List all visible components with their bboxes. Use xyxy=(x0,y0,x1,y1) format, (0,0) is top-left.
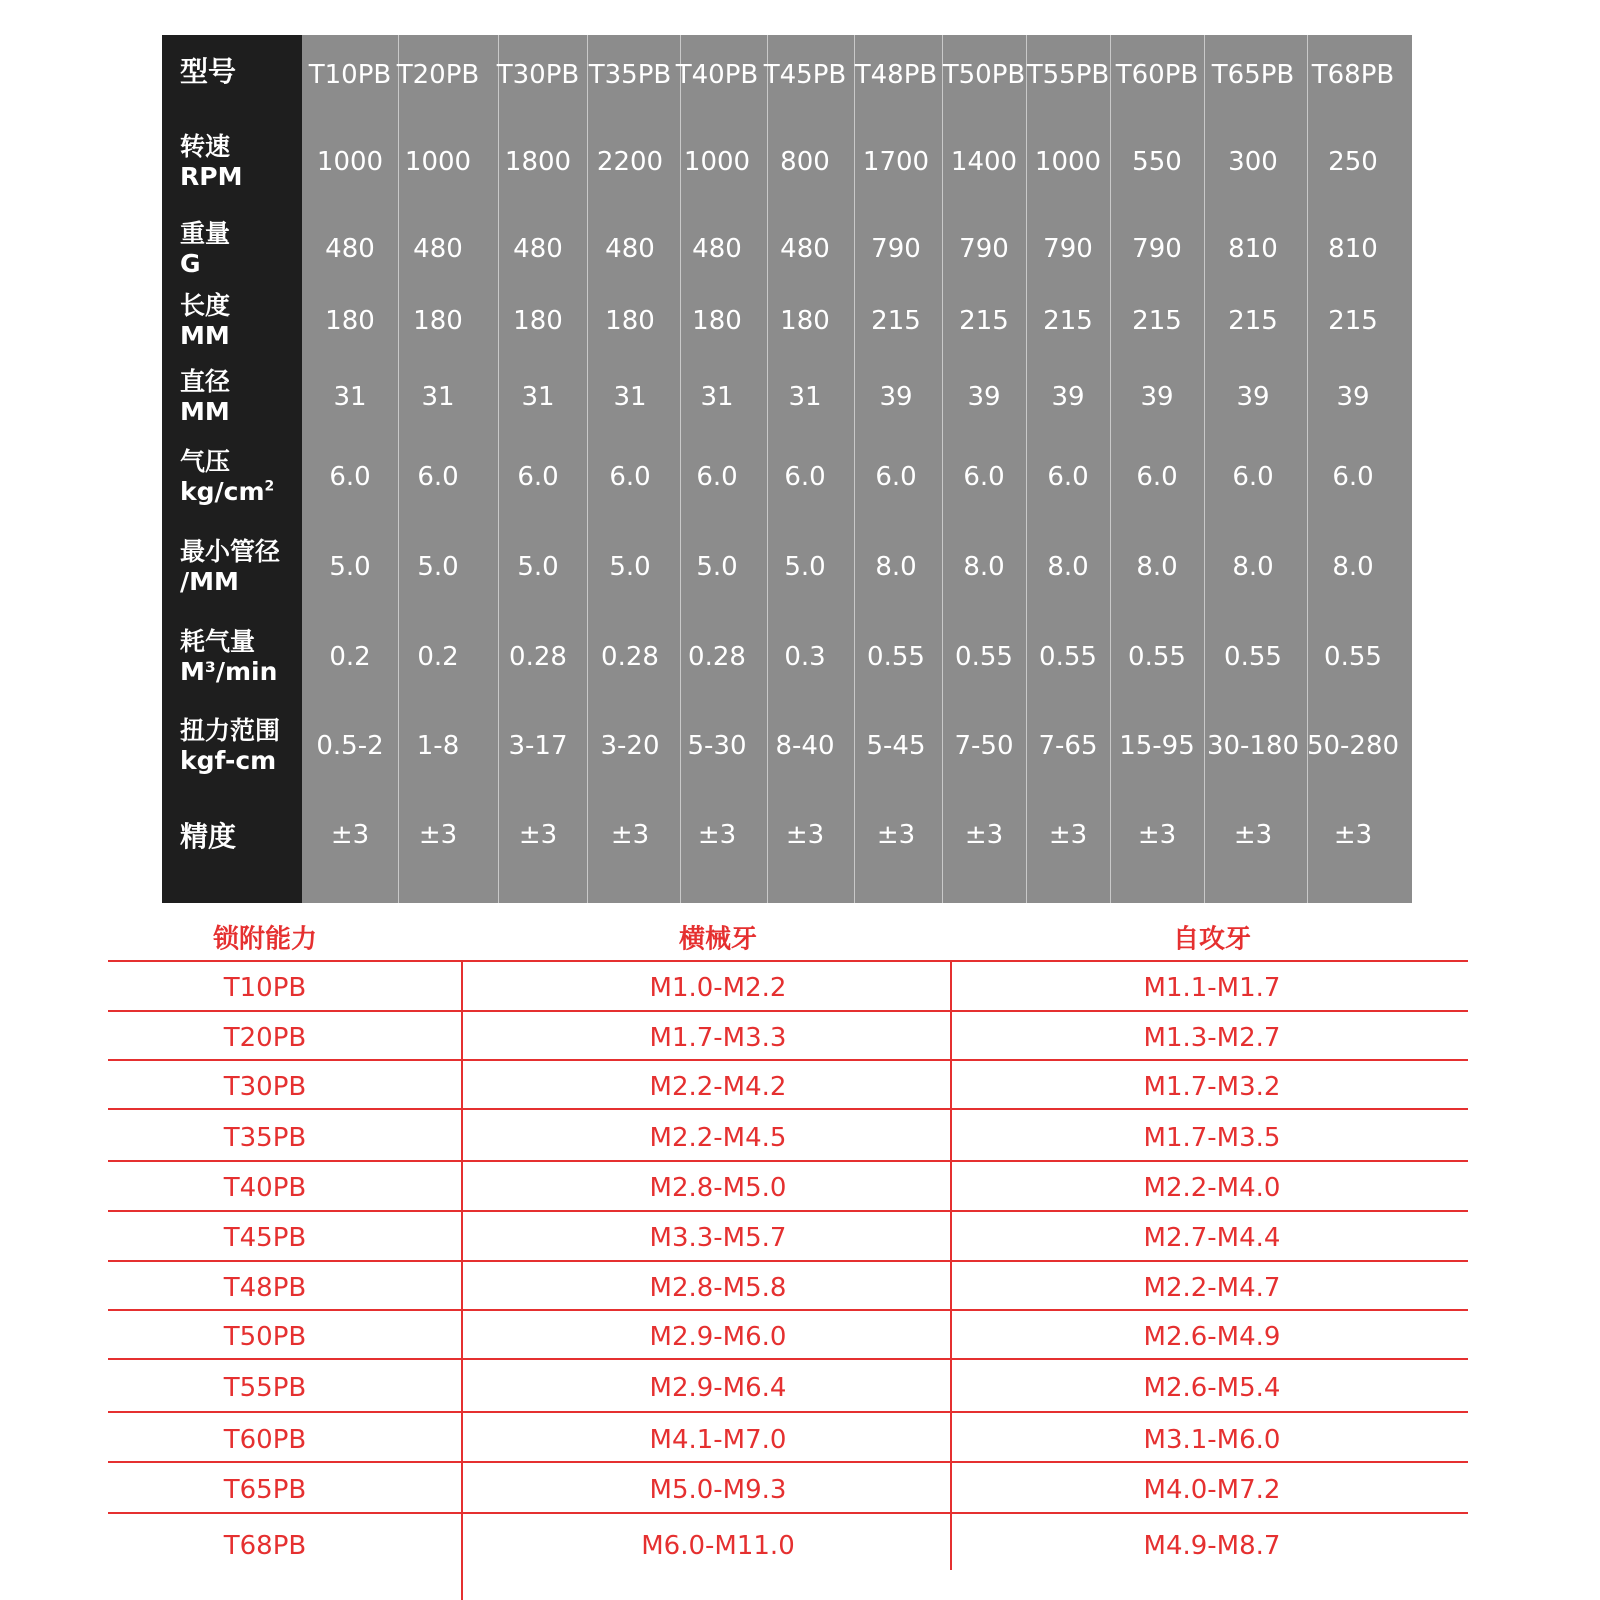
spec-cell: 790 xyxy=(1043,234,1093,264)
spec-cell: 180 xyxy=(605,306,655,336)
lock-model-cell: T55PB xyxy=(223,1373,307,1403)
lock-range-cell: M2.9-M6.4 xyxy=(649,1373,787,1403)
spec-cell: 250 xyxy=(1328,147,1378,177)
spec-cell: 0.28 xyxy=(509,642,567,672)
spec-cell: 3-17 xyxy=(508,731,568,761)
spec-cell: 31 xyxy=(333,382,367,412)
spec-cell: 31 xyxy=(788,382,822,412)
spec-column-divider xyxy=(1204,35,1205,903)
spec-row-label: 长度 MM xyxy=(180,291,231,350)
lock-header: 自攻牙 xyxy=(1172,924,1252,955)
spec-cell: 31 xyxy=(521,382,555,412)
spec-cell: 39 xyxy=(1336,382,1370,412)
lock-model-cell: T65PB xyxy=(223,1475,307,1505)
spec-model-header: T65PB xyxy=(1211,60,1295,90)
spec-cell: 1700 xyxy=(862,147,930,177)
spec-column-divider xyxy=(680,35,681,903)
spec-cell: 6.0 xyxy=(696,462,738,492)
spec-header-label: 型号 xyxy=(180,55,237,88)
lock-range-cell: M2.9-M6.0 xyxy=(649,1322,787,1352)
lock-model-cell: T30PB xyxy=(223,1072,307,1102)
spec-cell: 215 xyxy=(1328,306,1378,336)
spec-cell: 39 xyxy=(967,382,1001,412)
spec-cell: 800 xyxy=(780,147,830,177)
spec-column-divider xyxy=(587,35,588,903)
lock-range-cell: M4.1-M7.0 xyxy=(649,1425,787,1455)
spec-cell: 0.55 xyxy=(955,642,1013,672)
spec-cell: 790 xyxy=(959,234,1009,264)
spec-model-header: T30PB xyxy=(496,60,580,90)
spec-row-label: 最小管径 /MM xyxy=(180,537,281,596)
spec-cell: 39 xyxy=(879,382,913,412)
lock-row-divider xyxy=(108,1108,1468,1110)
spec-cell: 5.0 xyxy=(329,552,371,582)
spec-cell: ±3 xyxy=(1048,820,1088,850)
lock-model-cell: T35PB xyxy=(223,1123,307,1153)
spec-cell: 0.2 xyxy=(417,642,459,672)
spec-cell: 0.28 xyxy=(688,642,746,672)
spec-cell: ±3 xyxy=(876,820,916,850)
lock-row-divider xyxy=(108,1210,1468,1212)
spec-row-label: 直径 MM xyxy=(180,367,231,426)
spec-cell: 39 xyxy=(1140,382,1174,412)
spec-cell: 6.0 xyxy=(417,462,459,492)
lock-range-cell: M2.6-M5.4 xyxy=(1143,1373,1281,1403)
spec-cell: 6.0 xyxy=(1136,462,1178,492)
spec-cell: 3-20 xyxy=(600,731,660,761)
lock-header: 锁附能力 xyxy=(212,924,318,955)
spec-cell: 1-8 xyxy=(416,731,460,761)
lock-range-cell: M4.0-M7.2 xyxy=(1143,1475,1281,1505)
spec-cell: 0.28 xyxy=(601,642,659,672)
spec-cell: 0.55 xyxy=(1128,642,1186,672)
spec-cell: 7-65 xyxy=(1038,731,1098,761)
spec-column-divider xyxy=(854,35,855,903)
spec-column-divider xyxy=(1026,35,1027,903)
spec-model-header: T10PB xyxy=(308,60,392,90)
spec-row-label: 精度 xyxy=(180,820,237,853)
lock-row-divider xyxy=(108,1411,1468,1413)
spec-cell: 8.0 xyxy=(1047,552,1089,582)
spec-model-header: T48PB xyxy=(854,60,938,90)
lock-range-cell: M6.0-M11.0 xyxy=(641,1531,795,1561)
spec-cell: 180 xyxy=(325,306,375,336)
spec-cell: 39 xyxy=(1236,382,1270,412)
spec-cell: 6.0 xyxy=(875,462,917,492)
spec-model-header: T60PB xyxy=(1115,60,1199,90)
spec-cell: 31 xyxy=(421,382,455,412)
spec-cell: 180 xyxy=(513,306,563,336)
spec-model-header: T50PB xyxy=(942,60,1026,90)
spec-cell: 180 xyxy=(413,306,463,336)
spec-cell: 5.0 xyxy=(784,552,826,582)
spec-cell: 5.0 xyxy=(696,552,738,582)
spec-cell: 5-45 xyxy=(866,731,926,761)
spec-cell: 8.0 xyxy=(1232,552,1274,582)
spec-model-header: T55PB xyxy=(1026,60,1110,90)
spec-model-header: T20PB xyxy=(396,60,480,90)
lock-range-cell: M4.9-M8.7 xyxy=(1143,1531,1281,1561)
lock-range-cell: M1.1-M1.7 xyxy=(1143,973,1281,1003)
spec-cell: 31 xyxy=(700,382,734,412)
spec-cell: 1800 xyxy=(504,147,572,177)
spec-row-label: 气压 $kg/cm^2$ xyxy=(180,447,275,506)
spec-cell: 480 xyxy=(605,234,655,264)
lock-row-divider xyxy=(108,1010,1468,1012)
spec-cell: ±3 xyxy=(785,820,825,850)
lock-range-cell: M3.1-M6.0 xyxy=(1143,1425,1281,1455)
spec-cell: 0.55 xyxy=(1224,642,1282,672)
lock-range-cell: M2.2-M4.5 xyxy=(649,1123,787,1153)
spec-cell: 215 xyxy=(1132,306,1182,336)
lock-model-cell: T10PB xyxy=(223,973,307,1003)
lock-range-cell: M1.7-M3.3 xyxy=(649,1023,787,1053)
lock-column-divider xyxy=(950,960,952,1570)
spec-cell: 6.0 xyxy=(329,462,371,492)
spec-cell: 215 xyxy=(1228,306,1278,336)
lock-range-cell: M3.3-M5.7 xyxy=(649,1223,787,1253)
spec-cell: 31 xyxy=(613,382,647,412)
spec-cell: ±3 xyxy=(418,820,458,850)
lock-model-cell: T68PB xyxy=(223,1531,307,1561)
spec-cell: 30-180 xyxy=(1206,731,1300,761)
spec-column-divider xyxy=(498,35,499,903)
spec-cell: 300 xyxy=(1228,147,1278,177)
lock-range-cell: M2.2-M4.0 xyxy=(1143,1173,1281,1203)
spec-column-divider xyxy=(767,35,768,903)
spec-cell: 0.2 xyxy=(329,642,371,672)
spec-cell: 6.0 xyxy=(1232,462,1274,492)
spec-cell: 480 xyxy=(780,234,830,264)
lock-row-divider xyxy=(108,1260,1468,1262)
lock-row-divider xyxy=(108,960,1468,962)
spec-cell: 8.0 xyxy=(963,552,1005,582)
lock-range-cell: M2.2-M4.2 xyxy=(649,1072,787,1102)
lock-model-cell: T40PB xyxy=(223,1173,307,1203)
spec-cell: 8.0 xyxy=(1332,552,1374,582)
spec-cell: 8.0 xyxy=(875,552,917,582)
spec-cell: 480 xyxy=(413,234,463,264)
spec-cell: 215 xyxy=(1043,306,1093,336)
spec-row-label: 耗气量 M³/min xyxy=(180,627,278,686)
spec-cell: 5-30 xyxy=(687,731,747,761)
spec-cell: 0.3 xyxy=(784,642,826,672)
lock-row-divider xyxy=(108,1358,1468,1360)
lock-range-cell: M2.7-M4.4 xyxy=(1143,1223,1281,1253)
spec-cell: 6.0 xyxy=(784,462,826,492)
spec-cell: ±3 xyxy=(697,820,737,850)
spec-cell: ±3 xyxy=(1333,820,1373,850)
spec-column-divider xyxy=(1110,35,1111,903)
spec-cell: 8.0 xyxy=(1136,552,1178,582)
spec-cell: 7-50 xyxy=(954,731,1014,761)
spec-cell: 480 xyxy=(513,234,563,264)
lock-model-cell: T20PB xyxy=(223,1023,307,1053)
spec-cell: 6.0 xyxy=(1332,462,1374,492)
lock-range-cell: M1.7-M3.5 xyxy=(1143,1123,1281,1153)
spec-cell: 1000 xyxy=(683,147,751,177)
lock-range-cell: M2.8-M5.8 xyxy=(649,1273,787,1303)
spec-model-header: T68PB xyxy=(1311,60,1395,90)
spec-cell: ±3 xyxy=(1137,820,1177,850)
lock-model-cell: T50PB xyxy=(223,1322,307,1352)
spec-cell: ±3 xyxy=(330,820,370,850)
spec-cell: 50-280 xyxy=(1306,731,1400,761)
spec-cell: 1000 xyxy=(1034,147,1102,177)
spec-cell: 39 xyxy=(1051,382,1085,412)
spec-cell: 6.0 xyxy=(517,462,559,492)
spec-model-header: T40PB xyxy=(675,60,759,90)
lock-row-divider xyxy=(108,1160,1468,1162)
spec-cell: 480 xyxy=(692,234,742,264)
spec-column-divider xyxy=(942,35,943,903)
spec-column-divider xyxy=(1307,35,1308,903)
lock-row-divider xyxy=(108,1059,1468,1061)
spec-cell: 15-95 xyxy=(1119,731,1195,761)
spec-cell: ±3 xyxy=(518,820,558,850)
lock-range-cell: M2.6-M4.9 xyxy=(1143,1322,1281,1352)
spec-cell: 790 xyxy=(871,234,921,264)
spec-cell: ±3 xyxy=(610,820,650,850)
lock-row-divider xyxy=(108,1461,1468,1463)
lock-model-cell: T45PB xyxy=(223,1223,307,1253)
spec-cell: 0.5-2 xyxy=(316,731,384,761)
spec-column-divider xyxy=(398,35,399,903)
spec-model-header: T35PB xyxy=(588,60,672,90)
lock-row-divider xyxy=(108,1309,1468,1311)
spec-cell: 215 xyxy=(959,306,1009,336)
lock-model-cell: T60PB xyxy=(223,1425,307,1455)
spec-cell: 2200 xyxy=(596,147,664,177)
spec-row-label: 重量 G xyxy=(180,219,231,278)
spec-cell: 810 xyxy=(1328,234,1378,264)
spec-cell: 1400 xyxy=(950,147,1018,177)
lock-range-cell: M1.7-M3.2 xyxy=(1143,1072,1281,1102)
spec-cell: 810 xyxy=(1228,234,1278,264)
spec-cell: 6.0 xyxy=(609,462,651,492)
spec-cell: 8-40 xyxy=(775,731,835,761)
spec-table xyxy=(162,35,1412,903)
spec-cell: 0.55 xyxy=(867,642,925,672)
lock-range-cell: M2.8-M5.0 xyxy=(649,1173,787,1203)
spec-cell: 0.55 xyxy=(1324,642,1382,672)
lock-range-cell: M2.2-M4.7 xyxy=(1143,1273,1281,1303)
spec-cell: 5.0 xyxy=(609,552,651,582)
spec-cell: 180 xyxy=(780,306,830,336)
lock-row-divider xyxy=(108,1512,1468,1514)
spec-cell: 180 xyxy=(692,306,742,336)
spec-cell: 215 xyxy=(871,306,921,336)
lock-column-divider xyxy=(461,960,463,1600)
spec-cell: 1000 xyxy=(316,147,384,177)
spec-cell: 6.0 xyxy=(963,462,1005,492)
spec-row-label: 转速 RPM xyxy=(180,132,243,191)
spec-cell: 6.0 xyxy=(1047,462,1089,492)
lock-range-cell: M5.0-M9.3 xyxy=(649,1475,787,1505)
lock-header: 横械牙 xyxy=(678,924,758,955)
lock-range-cell: M1.3-M2.7 xyxy=(1143,1023,1281,1053)
spec-cell: 550 xyxy=(1132,147,1182,177)
spec-cell: 0.55 xyxy=(1039,642,1097,672)
spec-cell: 1000 xyxy=(404,147,472,177)
spec-cell: ±3 xyxy=(964,820,1004,850)
spec-row-label: 扭力范围 kgf-cm xyxy=(180,716,281,775)
spec-cell: ±3 xyxy=(1233,820,1273,850)
spec-cell: 480 xyxy=(325,234,375,264)
spec-cell: 5.0 xyxy=(417,552,459,582)
spec-model-header: T45PB xyxy=(763,60,847,90)
lock-model-cell: T48PB xyxy=(223,1273,307,1303)
lock-range-cell: M1.0-M2.2 xyxy=(649,973,787,1003)
spec-cell: 790 xyxy=(1132,234,1182,264)
spec-cell: 5.0 xyxy=(517,552,559,582)
